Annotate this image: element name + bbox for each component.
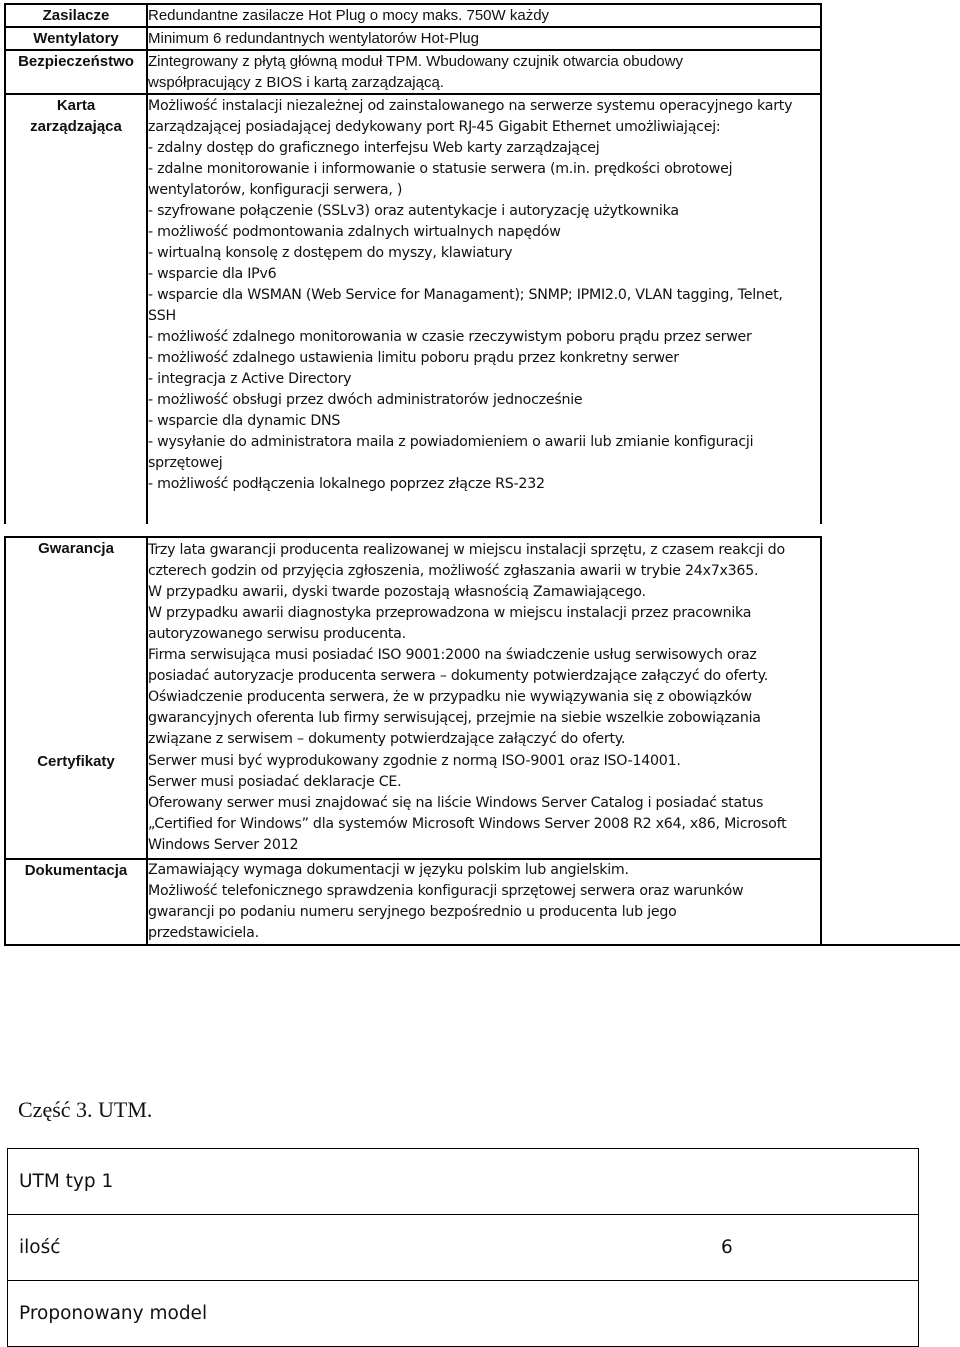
- value-line: Redundantne zasilacze Hot Plug o mocy maks. 750W każdy: [148, 7, 550, 24]
- row-value-wentylatory: [147, 27, 821, 50]
- row-label-zasilacze: [5, 4, 147, 27]
- label-line: zarządzająca: [30, 118, 122, 135]
- label-line: Bezpieczeństwo: [18, 53, 134, 70]
- value-line: - możliwość obsługi przez dwóch administratorów jednocześnie: [148, 392, 583, 408]
- value-line: Zintegrowany z płytą główną moduł TPM. Wbudowany czujnik otwarcia obudowy: [148, 53, 683, 70]
- value-line: Serwer musi być wyprodukowany zgodnie z normą ISO-9001 oraz ISO-14001.: [148, 753, 681, 769]
- row-value-dokumentacja: [147, 859, 821, 945]
- table-row: [5, 537, 960, 751]
- value-line: wentylatorów, konfiguracji serwera, ): [148, 182, 403, 198]
- row-value-zasilacze: [147, 4, 821, 27]
- value-line: Windows Server 2012: [148, 837, 299, 853]
- value-line: przedstawiciela.: [148, 925, 259, 941]
- row-value-bezpieczenstwo: [147, 50, 821, 94]
- row-label-gwarancja: [5, 537, 147, 751]
- label-line: Dokumentacja: [24, 862, 128, 879]
- value-line: - możliwość podłączenia lokalnego poprzez złącze RS-232: [148, 476, 545, 492]
- value-line: W przypadku awarii, dyski twarde pozostają własnością Zamawiającego.: [148, 584, 646, 600]
- row-label-wentylatory: [5, 27, 147, 50]
- value-line: - zdalne monitorowanie i informowanie o statusie serwera (m.in. prędkości obrotowej: [148, 161, 733, 177]
- table-row: [5, 94, 960, 524]
- label-line: Wentylatory: [33, 30, 119, 47]
- utm-type-label: UTM typ 1: [8, 1149, 919, 1215]
- value-line: gwarancyjnych oferenta lub firmy serwisującej, przejmie na siebie wszelkie zobowiązania: [148, 710, 761, 726]
- value-line: czterech godzin od przyjęcia zgłoszenia, możliwość zgłaszania awarii w trybie 24x7x365.: [148, 563, 759, 579]
- value-line: autoryzowanego serwisu producenta.: [148, 626, 406, 642]
- utm-model-label: Proponowany model: [8, 1281, 919, 1347]
- label-line: Karta: [56, 97, 96, 114]
- value-line: - możliwość podmontowania zdalnych wirtualnych napędów: [148, 224, 561, 240]
- value-line: Minimum 6 redundantnych wentylatorów Hot-Plug: [148, 30, 479, 47]
- value-line: współpracujący z BIOS i kartą zarządzającą.: [148, 74, 444, 91]
- empty-cell: [821, 4, 960, 524]
- value-line: Oferowany serwer musi znajdować się na liście Windows Server Catalog i posiadać status: [148, 795, 764, 811]
- value-line: - możliwość zdalnego ustawienia limitu poboru prądu przez konkretny serwer: [148, 350, 679, 366]
- value-line: sprzętowej: [148, 455, 223, 471]
- value-line: „Certified for Windows” dla systemów Microsoft Windows Server 2008 R2 x64, x86, Microsoft: [148, 816, 787, 832]
- utm-table: [7, 1148, 919, 1347]
- value-line: SSH: [148, 308, 176, 324]
- value-line: Zamawiający wymaga dokumentacji w języku polskim lub angielskim.: [148, 862, 629, 878]
- row-label-bezpieczenstwo: [5, 50, 147, 94]
- value-line: Możliwość instalacji niezależnej od zainstalowanego na serwerze systemu operacyjnego karty: [148, 98, 793, 114]
- table-row: [5, 50, 960, 94]
- table-row: [8, 1149, 919, 1215]
- value-line: Możliwość telefonicznego sprawdzenia konfiguracji sprzętowej serwera oraz warunków: [148, 883, 744, 899]
- value-line: - wirtualną konsolę z dostępem do myszy, klawiatury: [148, 245, 513, 261]
- value-line: Serwer musi posiadać deklaracje CE.: [148, 774, 402, 790]
- label-line: Zasilacze: [42, 7, 110, 24]
- table-row: [5, 859, 960, 945]
- value-line: W przypadku awarii diagnostyka przeprowadzona w miejscu instalacji przez pracownika: [148, 605, 752, 621]
- utm-qty-value: 6: [710, 1215, 919, 1281]
- table-row: [5, 751, 960, 859]
- value-line: Trzy lata gwarancji producenta realizowanej w miejscu instalacji sprzętu, z czasem reakcji do: [148, 542, 785, 558]
- table-row: [8, 1281, 919, 1347]
- empty-cell: [821, 537, 960, 945]
- value-line: związane z serwisem – dokumenty potwierdzające załączyć do oferty.: [148, 731, 626, 747]
- value-line: Firma serwisująca musi posiadać ISO 9001:2000 na świadczenie usług serwisowych oraz: [148, 647, 757, 663]
- row-value-certyfikaty: [147, 751, 821, 859]
- table-row: [5, 4, 960, 27]
- value-line: - szyfrowane połączenie (SSLv3) oraz autentykacje i autoryzację użytkownika: [148, 203, 679, 219]
- spec-table-upper: [4, 3, 960, 524]
- row-label-certyfikaty: [5, 751, 147, 859]
- label-line: Certyfikaty: [37, 753, 115, 770]
- value-line: gwarancji po podaniu numeru seryjnego bezpośrednio u producenta lub jego: [148, 904, 677, 920]
- value-line: - wysyłanie do administratora maila z powiadomieniem o awarii lub zmianie konfiguracji: [148, 434, 754, 450]
- row-label-karta-zarzadzajaca: [5, 94, 147, 524]
- row-value-gwarancja: [147, 537, 821, 751]
- label-line: Gwarancja: [38, 540, 114, 557]
- table-row: [8, 1215, 919, 1281]
- value-line: - wsparcie dla WSMAN (Web Service for Managament); SNMP; IPMI2.0, VLAN tagging, Telnet,: [148, 287, 783, 303]
- value-line: posiadać autoryzacje producenta serwera – dokumenty potwierdzające załączyć do oferty.: [148, 668, 769, 684]
- value-line: - zdalny dostęp do graficznego interfejsu Web karty zarządzającej: [148, 140, 600, 156]
- value-line: - wsparcie dla dynamic DNS: [148, 413, 341, 429]
- table-row: [5, 27, 960, 50]
- value-line: zarządzającej posiadającej dedykowany port RJ-45 Gigabit Ethernet umożliwiającej:: [148, 119, 721, 135]
- spec-table-lower: [4, 536, 960, 946]
- value-line: - możliwość zdalnego monitorowania w czasie rzeczywistym poboru prądu przez serwer: [148, 329, 752, 345]
- value-line: - wsparcie dla IPv6: [148, 266, 277, 282]
- value-line: - integracja z Active Directory: [148, 371, 352, 387]
- row-label-dokumentacja: [5, 859, 147, 945]
- utm-qty-label: ilość: [8, 1215, 711, 1281]
- row-value-karta-zarzadzajaca: [147, 94, 821, 524]
- value-line: Oświadczenie producenta serwera, że w przypadku nie wywiązywania się z obowiązków: [148, 689, 752, 705]
- section-title: Część 3. UTM.: [18, 1097, 153, 1122]
